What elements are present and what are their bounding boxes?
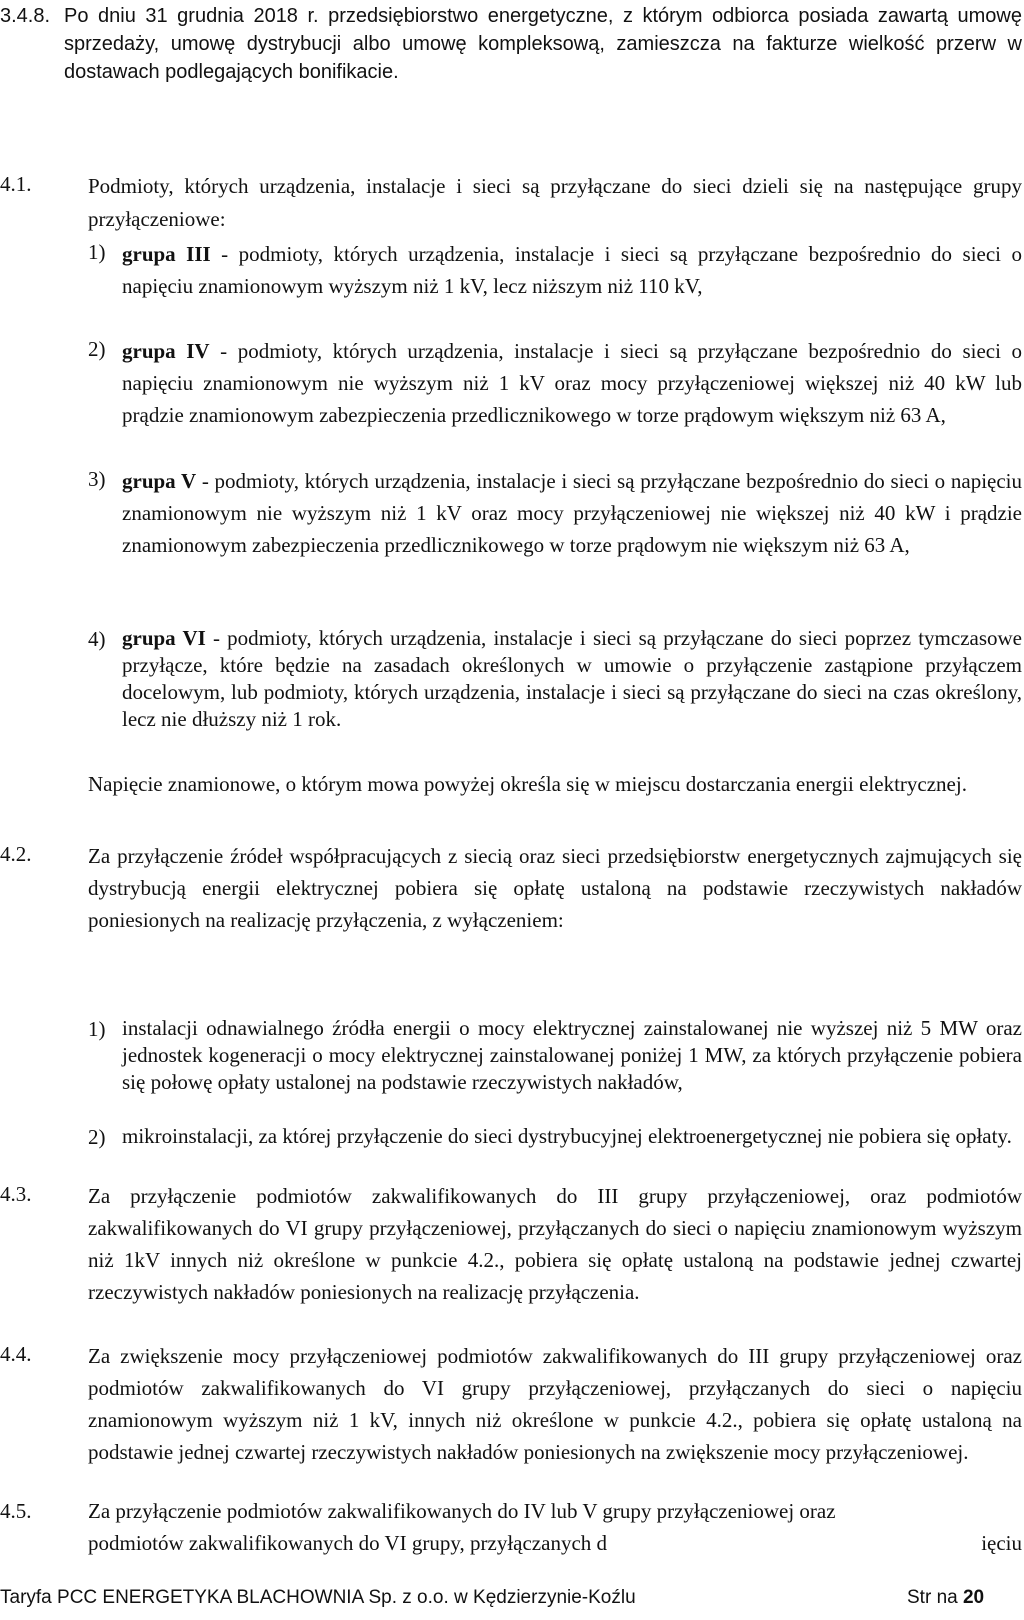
item-body: - podmioty, których urządzenia, instalacje i sieci są przyłączane bezpośrednio do sieci o napięciu znamionowym nie wyższym niż 1 kV oraz mocy przyłączeniowej większej niż 40 kW lub prądzie znamionowym zabezpieczenia przedlicznikowego w torze prądowym większym niż 63 A, [122,339,1022,427]
section-number: 4.3. [0,1182,32,1206]
item-text [122,238,1022,302]
item-number: 1) [88,1017,106,1041]
item-lead: grupa V [122,469,197,493]
section-line-2 [88,1529,1022,1557]
section-line-1: Za przyłączenie podmiotów zakwalifikowanych do IV lub V grupy przyłączeniowej oraz [88,1499,836,1523]
item-number: 2) [88,337,106,361]
section-text: Po dniu 31 grudnia 2018 r. przedsiębiorstwo energetyczne, z którym odbiorca posiada zawartą umowę sprzedaży, umowę dystrybucji albo umowę kompleksową, zamieszcza na fakturze wielkość przerw w dostawach podlegających bonifikacie. [64,5,1022,83]
item-text [122,335,1022,431]
section-number: 3.4.8. [0,5,51,27]
section-note: Napięcie znamionowe, o którym mowa powyżej określa się w miejscu dostarczania energii elektrycznej. [88,772,967,796]
list-item [88,625,1022,755]
section-text: Za przyłączenie źródeł współpracujących z siecią oraz sieci przedsiębiorstw energetycznych zajmujących się dystrybucją energii elektrycznej pobiera się opłatę ustaloną na podstawie rzeczywistych nakładów poniesionych na realizację przyłączenia, z wyłączeniem: [88,844,1022,932]
item-lead: grupa VI [122,626,206,650]
section-number: 4.2. [0,842,32,866]
item-body: - podmioty, których urządzenia, instalacje i sieci są przyłączane bezpośrednio do sieci o napięciu znamionowym nie wyższym niż 1 kV oraz mocy przyłączeniowej nie większej niż 40 kW i prądzie znamionowym zabezpieczenia przedlicznikowego w torze prądowym nie większym niż 63 A, [122,469,1023,557]
item-lead: grupa IV [122,339,210,363]
item-text: mikroinstalacji, za której przyłączenie do sieci dystrybucyjnej elektroenergetycznej nie pobiera się opłaty. [122,1124,1012,1148]
item-lead: grupa III [122,242,211,266]
section-text: Za zwiększenie mocy przyłączeniowej podmiotów zakwalifikowanych do III grupy przyłączeniowej oraz podmiotów zakwalifikowanych do VI grupy przyłączeniowej, przyłączanych do sieci o napięciu znamionowym wyższym niż 1 kV, innych niż określone w punkcie 4.2., pobiera się opłatę ustaloną na podstawie jednej czwartej rzeczywistych nakładów poniesionych na zwiększenie mocy przyłączeniowej. [88,1344,1022,1464]
item-number: 4) [88,627,106,651]
section-number: 4.1. [0,172,32,196]
line-fragment: podmiotów zakwalifikowanych do VI grupy, przyłączanych d [88,1531,608,1555]
item-number: 2) [88,1125,106,1149]
section-text: Za przyłączenie podmiotów zakwalifikowanych do III grupy przyłączeniowej, oraz podmiotów zakwalifikowanych do VI grupy przyłączeniowej, przyłączanych do sieci o napięciu znamionowym wyższym niż 1kV innych niż określone w punkcie 4.2., pobiera się opłatę ustaloną na podstawie jednej czwartej rzeczywistych nakładów poniesionych na realizację przyłączenia. [88,1184,1022,1304]
list-item [88,1015,1022,1135]
section-number: 4.4. [0,1342,32,1366]
list-item [88,335,1022,465]
page-label: Str [907,1587,932,1608]
page-number [907,1586,984,1610]
item-number: 1) [88,240,106,264]
item-body: - podmioty, których urządzenia, instalacje i sieci są przyłączane do sieci poprzez tymczasowe przyłącze, które będzie na zasadach określonych w umowie o przyłączenie zastąpione przyłączem docelowym, lub podmioty, których urządzenia, instalacje i sieci są przyłączane do sieci na czas określony, lecz nie dłuższy niż 1 rok. [122,626,1022,731]
footer-title: Taryfa PCC ENERGETYKA BLACHOWNIA Sp. z o.o. w Kędzierzynie-Koźlu [0,1587,636,1608]
section-number: 4.5. [0,1499,32,1523]
page-sep: na [936,1587,958,1608]
item-text: instalacji odnawialnego źródła energii o mocy elektrycznej zainstalowanej nie wyższej niż 5 MW oraz jednostek kogeneracji o mocy elektrycznej zainstalowanej poniżej 1 MW, za których przyłączenie pobiera się połowę opłaty ustalonej na podstawie rzeczywistych nakładów, [122,1016,1022,1094]
list-item [88,1123,1022,1183]
item-text [122,465,1022,561]
item-number: 3) [88,467,106,491]
item-body: - podmioty, których urządzenia, instalacje i sieci są przyłączane bezpośrednio do sieci o napięciu znamionowym wyższym niż 1 kV, lecz niższym niż 110 kV, [122,242,1022,298]
item-text [122,625,1022,733]
section-intro: Podmioty, których urządzenia, instalacje i sieci są przyłączane do sieci dzieli się na następujące grupy przyłączeniowe: [88,174,1022,231]
line-fragment: ięciu [981,1531,1022,1555]
page-num: 20 [962,1587,985,1608]
list-item [88,465,1022,595]
